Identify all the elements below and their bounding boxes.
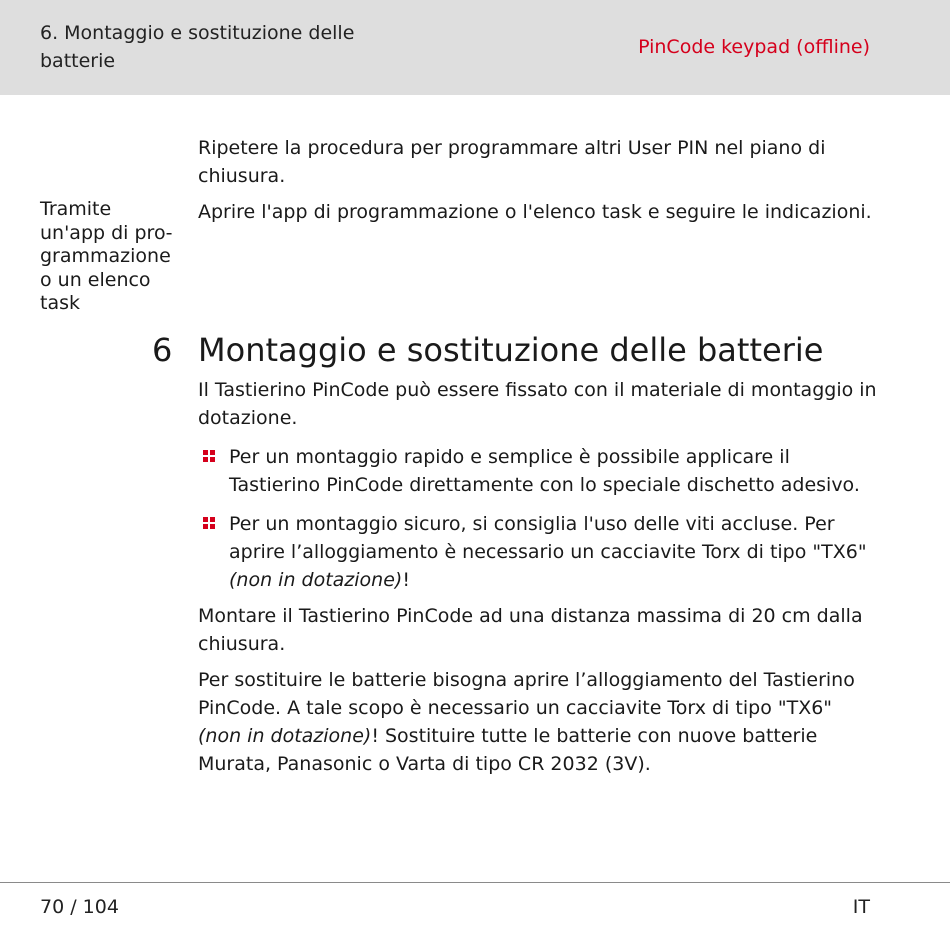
header-section-title: 6. Montaggio e sostituzione delle batterie [40,22,355,72]
battery-replacement-paragraph [198,666,878,778]
red-square-bullet-icon [203,517,217,531]
side-label-app: Tramite un'app di programmazione o un elenco task [40,198,173,314]
chapter-title: Montaggio e sostituzione delle batterie [198,331,824,369]
header-product-name: PinCode keypad (offline) [638,36,870,58]
app-instructions-paragraph: Aprire l'app di programmazione o l'elenco task e seguire le indicazioni. [198,201,872,223]
battery-text-part: Per sostituire le batterie bisogna aprire l’alloggiamento del Tastierino PinCode. A tale scopo è necessario un cacciavite Torx di tipo "TX6" [198,669,855,719]
distance-paragraph: Montare il Tastierino PinCode ad una distanza massima di 20 cm dalla chiusura. [198,605,863,655]
bullet-text: Per un montaggio rapido e semplice è possibile applicare il Tastierino PinCode direttamente con lo speciale dischetto adesivo. [229,446,860,496]
intro-paragraph: Il Tastierino PinCode può essere fissato con il materiale di montaggio in dotazione. [198,379,877,429]
page-number: 70 / 104 [40,896,119,918]
bullet-text-part: Per un montaggio sicuro, si consiglia l'uso delle viti accluse. Per aprire l’alloggiamento è necessario un cacciavite Torx di tipo "TX6" [229,513,867,563]
bullet-italic-note: (non in dotazione) [229,569,403,591]
bullet-text [229,510,879,594]
repeat-procedure-paragraph: Ripetere la procedura per programmare altri User PIN nel piano di chiusura. [198,137,826,187]
chapter-number: 6 [152,331,173,369]
bullet-text-end: ! [402,569,410,591]
battery-text-end: ! Sostituire tutte le batterie con nuove batterie Murata, Panasonic o Varta di tipo CR 2032 (3V). [198,725,818,775]
language-code: IT [852,896,870,918]
page-header [0,0,950,95]
battery-italic-note: (non in dotazione) [198,725,372,747]
red-square-bullet-icon [203,450,217,464]
footer-divider [0,882,950,883]
